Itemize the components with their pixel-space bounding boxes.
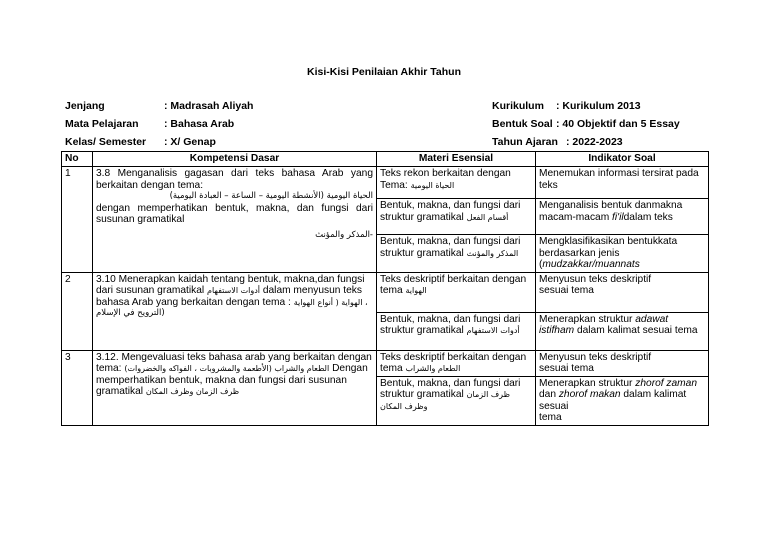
indikator-term: zhorof makan (558, 389, 621, 400)
indikator-text: dalam kalimat sesuai (539, 389, 687, 412)
materi-arabic: أدوات الاستفهام (466, 326, 520, 335)
kisi-kisi-table (61, 151, 709, 426)
indikator-text: Menerapkan struktur (539, 313, 636, 325)
materi-arabic: الحياة اليومية (410, 180, 455, 190)
materi-arabic: وظرف المكان (380, 401, 428, 411)
indikator-text: dalam kalimat sesuai tema (574, 325, 698, 336)
indikator-term: zhorof zaman (635, 377, 697, 389)
indikator-text: Menganalisis bentuk danmakna macam-macam (539, 200, 683, 223)
indikator-cell (536, 312, 709, 350)
materi-text: Bentuk, makna, dan fungsi dari struktur gramatikal (380, 236, 521, 259)
materi-text: Teks rekon berkaitan dengan Tema: (380, 168, 511, 191)
meta-value-jenjang: : Madrasah Aliyah (164, 100, 254, 112)
meta-value-bentuk-soal: : 40 Objektif dan 5 Essay (556, 118, 680, 130)
materi-arabic: ظرف الزمان (466, 390, 510, 399)
table-row (62, 350, 709, 376)
kd-text: Dengan memperhatikan bentuk, makna dan fungsi dari susunan gramatikal (96, 363, 368, 397)
materi-cell (377, 199, 536, 235)
meta-label-bentuk-soal: Bentuk Soal (492, 118, 553, 130)
meta-label-mata-pelajaran: Mata Pelajaran (65, 118, 139, 130)
materi-text: Teks deskriptif berkaitan dengan tema (380, 273, 527, 296)
indikator-term: mudzakkar/muannats (542, 259, 640, 270)
indikator-cell (536, 376, 709, 425)
indikator-cell (536, 199, 709, 235)
indikator-cell (536, 235, 709, 273)
materi-cell (377, 167, 536, 199)
table-row (62, 272, 709, 312)
kd-text: 3.8 Menganalisis gagasan dari teks bahasa Arab yang berkaitan dengan tema: (96, 168, 373, 191)
materi-text: Bentuk, makna, dan fungsi dari struktur gramatikal (380, 313, 521, 336)
kd-text: dalam menyusun teks bahasa Arab yang berkaitan dengan tema : (96, 285, 362, 308)
row-number: 2 (62, 272, 93, 350)
meta-label-kelas: Kelas/ Semester (65, 136, 147, 148)
materi-cell (377, 376, 536, 425)
indikator-text: Menerapkan struktur (539, 377, 636, 389)
indikator-text: Mengklasifikasikan bentukkata berdasarkan jenis ( (539, 236, 678, 270)
kd-cell (93, 272, 377, 350)
kd-arabic: الترويح في الإسلام) (96, 308, 165, 318)
materi-cell (377, 312, 536, 350)
indikator-text: sesuai tema (539, 285, 594, 296)
materi-arabic: المذكر والمؤنث (466, 248, 519, 258)
header-kompetensi-dasar: Kompetensi Dasar (93, 152, 377, 167)
table-header-row (62, 152, 709, 167)
indikator-cell: Menemukan informasi tersirat pada teks (536, 167, 709, 199)
meta-label-kurikulum: Kurikulum (492, 100, 544, 112)
kd-arabic: أدوات الاستفهام (207, 286, 260, 295)
indikator-text: tema (539, 412, 562, 423)
materi-cell (377, 272, 536, 312)
meta-value-kurikulum: : Kurikulum 2013 (556, 100, 641, 112)
header-no: No (62, 152, 93, 167)
indikator-term: fi'il (612, 211, 624, 223)
materi-cell (377, 350, 536, 376)
meta-label-jenjang: Jenjang (65, 100, 105, 112)
meta-label-tahun-ajaran: Tahun Ajaran (492, 136, 558, 148)
indikator-text: dalam teks (623, 211, 673, 223)
row-number: 3 (62, 350, 93, 425)
kd-arabic-grammar: -المذكر والمؤنث (315, 229, 373, 240)
materi-cell (377, 235, 536, 273)
header-materi-esensial: Materi Esensial (377, 152, 536, 167)
indikator-text: Menyusun teks deskriptif (539, 351, 652, 363)
kd-arabic: الطعام والشراب (الأطعمة والمشروبات ، الفواكه والخضروات) (124, 364, 330, 373)
document-title: Kisi-Kisi Penilaian Akhir Tahun (306, 66, 462, 78)
materi-arabic: الهواية (405, 286, 427, 295)
row-number: 1 (62, 167, 93, 273)
materi-text: Teks deskriptif berkaitan dengan tema (380, 351, 527, 374)
kd-text: dengan memperhatikan bentuk, makna, dan fungsi dari susunan gramatikal (96, 202, 373, 225)
indikator-cell (536, 272, 709, 312)
kd-arabic: ظرف الزمان وظرف المكان (145, 387, 240, 396)
kd-text: 3.10 Menerapkan kaidah tentang bentuk, makna,dan fungsi dari susunan gramatikal (96, 273, 365, 296)
kd-arabic-theme: الحياة اليومية (الأنشطة اليومية – الساعة – العبادة اليومية) (169, 191, 373, 201)
indikator-text: sesuai tema (539, 363, 594, 374)
kd-arabic: الهواية ( أنواع الهواية ، (293, 297, 368, 307)
meta-value-mata-pelajaran: : Bahasa Arab (164, 118, 235, 130)
indikator-text: dan (539, 389, 559, 400)
materi-text: Bentuk, makna, dan fungsi dari struktur gramatikal (380, 200, 521, 223)
table-row (62, 167, 709, 199)
kd-cell (93, 167, 377, 273)
meta-value-tahun-ajaran: : 2022-2023 (566, 136, 623, 148)
materi-text: Bentuk, makna, dan fungsi dari struktur gramatikal (380, 377, 521, 400)
kd-text: 3.12. Mengevaluasi teks bahasa arab yang berkaitan dengan tema: (96, 351, 372, 374)
meta-value-kelas: : X/ Genap (164, 136, 216, 148)
materi-arabic: أقسام الفعل (466, 212, 509, 222)
materi-arabic: الطعام والشراب (405, 364, 461, 373)
kd-cell (93, 350, 377, 425)
indikator-text: Menyusun teks deskriptif (539, 273, 652, 285)
indikator-cell (536, 350, 709, 376)
indikator-term: adawat istifham (539, 313, 669, 336)
header-indikator-soal: Indikator Soal (536, 152, 709, 167)
